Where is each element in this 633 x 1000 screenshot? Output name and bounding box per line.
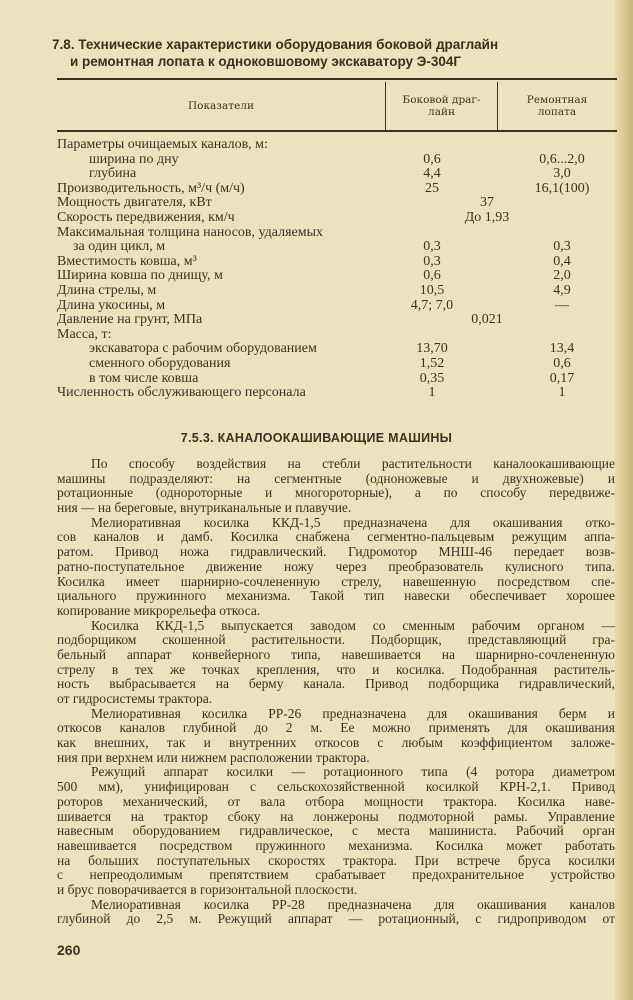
page-edge-shadow: [615, 0, 633, 1000]
row-label: ширина по дну: [89, 151, 179, 167]
table-row: [57, 342, 617, 357]
table-row: [57, 357, 617, 372]
text-line: ротационные (однороторные и многороторные), а по способу передвиже-: [57, 485, 615, 501]
section-heading: 7.5.3. КАНАЛООКАШИВАЮЩИЕ МАШИНЫ: [180, 431, 453, 445]
text-line: и брус поворачивается в горизонтальной плоскости.: [57, 881, 358, 897]
value-repair-shovel: 4,9: [553, 282, 571, 298]
text-line: ратно-поступательное движение ножу через преобразователь кулисного типа.: [57, 558, 615, 574]
text-line: Режущий аппарат косилки — ротационного типа (4 ротора диаметром: [91, 764, 615, 780]
text-line: циального пружинного механизма. Такой тип навески обеспечивает хорошее: [57, 588, 615, 604]
value-dragline: 4,4: [423, 166, 441, 182]
text-line: роторов механический, от вала отбора мощности трактора. Косилка наве-: [57, 793, 615, 809]
table-row: [57, 255, 617, 270]
value-repair-shovel: 0,3: [553, 239, 571, 255]
text-line: ния — на береговые, внутриканальные и плавучие.: [57, 500, 352, 516]
value-common: 0,021: [471, 312, 503, 328]
table-row: [57, 182, 617, 197]
table-row: [57, 328, 617, 343]
table-row: [57, 372, 617, 387]
value-repair-shovel: 3,0: [553, 166, 571, 182]
value-repair-shovel: —: [555, 297, 569, 313]
value-repair-shovel: 0,6...2,0: [539, 151, 585, 167]
row-label: сменного оборудования: [89, 355, 231, 371]
value-common: До 1,93: [464, 209, 510, 225]
text-line: Мелиоративная косилка РР-28 предназначена для окашивания каналов: [91, 896, 615, 912]
header-side-dragline: Боковой драг- лайн: [402, 94, 481, 118]
text-line: от гидросистемы трактора.: [57, 691, 213, 706]
value-dragline: 1: [428, 385, 436, 401]
table-title: [52, 36, 498, 70]
text-line: навешивается посредством пружинного механизма. Косилка может работать: [57, 837, 615, 853]
table-title-line: и ремонтная лопата к одноковшовому экскаватору Э-304Г: [70, 54, 462, 69]
table-row: [57, 211, 617, 226]
value-repair-shovel: 16,1(100): [534, 180, 590, 196]
text-line: Мелиоративная косилка РР-26 предназначена для окашивания берм и: [91, 705, 615, 721]
text-line: глубиной до 2,5 м. Режущий аппарат — ротационный, с гидроприводом от: [57, 911, 615, 927]
table-title-line: 7.8. Технические характеристики оборудования боковой драглайн: [52, 37, 499, 52]
table-row: [57, 284, 617, 299]
value-dragline: 4,7; 7,0: [410, 297, 454, 313]
value-dragline: 10,5: [419, 282, 445, 298]
value-dragline: 25: [425, 180, 439, 196]
value-repair-shovel: 0,4: [553, 253, 571, 269]
value-repair-shovel: 0,17: [549, 370, 575, 386]
row-label: Длина стрелы, м: [57, 282, 157, 298]
text-line: 500 мм), унифицирован с сельскохозяйственной косилкой КРН-2,1. Привод: [57, 779, 615, 795]
row-label: в том числе ковша: [89, 370, 199, 386]
text-line: ность выбрасывается на берму канала. Привод подборщика гидравлический,: [57, 676, 615, 692]
row-label: Ширина ковша по днищу, м: [57, 268, 223, 284]
table-top-rule: [57, 78, 617, 80]
value-dragline: 0,3: [423, 239, 441, 255]
row-label: экскаватора с рабочим оборудованием: [89, 341, 317, 357]
header-repair-shovel: Ремонтная лопата: [526, 94, 588, 118]
value-dragline: 0,35: [419, 370, 445, 386]
value-repair-shovel: 0,6: [553, 355, 571, 371]
row-label: глубина: [89, 166, 137, 182]
table-row: [57, 386, 617, 401]
value-dragline: 0,6: [423, 268, 441, 284]
text-line: ния при верхнем или нижнем расположении трактора.: [57, 749, 370, 765]
text-line: сов каналов и дамб. Косилка снабжена сегментно-пальцевым режущим аппа-: [57, 529, 615, 545]
table-header-rule: [57, 130, 617, 132]
row-label: Параметры очищаемых каналов, м:: [57, 137, 268, 152]
row-label: Масса, т:: [57, 326, 112, 342]
text-line: подборщиком скошенной растительности. Подборщик, представляющий гра-: [57, 632, 615, 648]
value-repair-shovel: 1: [558, 385, 566, 401]
text-line: стрелу в тех же точках крепления, что и косилка. Подобранная раститель-: [57, 661, 615, 677]
text-line: Косилка ККД-1,5 выпускается заводом со сменным рабочим органом —: [91, 617, 615, 633]
text-line: Мелиоративная косилка ККД-1,5 предназначена для окашивания отко-: [91, 514, 615, 530]
row-label: Мощность двигателя, кВт: [57, 195, 212, 211]
table-row: [57, 313, 617, 328]
table-row: [57, 138, 617, 153]
row-label: Вместимость ковша, м³: [57, 253, 197, 269]
text-line: шивается на трактор сбоку на лонжероны подмоторной рамы. Управление: [57, 808, 615, 824]
text-line: бельный аппарат конвейерного типа, навешивается на шарнирно-сочлененную: [57, 646, 615, 662]
table-row: [57, 153, 617, 168]
row-label: Скорость передвижения, км/ч: [57, 209, 235, 225]
row-label: Длина укосины, м: [57, 297, 166, 313]
text-line: ратом. Привод ножа гидравлический. Гидромотор МНШ-46 передает возв-: [57, 544, 615, 560]
value-common: 37: [480, 195, 494, 211]
table-row: [57, 299, 617, 314]
text-line: навесным оборудованием гидравлическое, с места машиниста. Рабочий орган: [57, 823, 615, 839]
text-line: По способу воздействия на стебли растительности каналоокашивающие: [91, 456, 615, 471]
value-dragline: 0,6: [423, 151, 441, 167]
row-label: Производительность, м³/ч (м/ч): [57, 180, 245, 196]
header-indicators: Показатели: [188, 100, 254, 112]
text-line: как внешних, так и внутренних откосов с любым коэффициентом заложе-: [57, 735, 615, 751]
value-repair-shovel: 2,0: [553, 268, 571, 284]
body-text: [57, 457, 615, 927]
row-label: Давление на грунт, МПа: [57, 312, 203, 328]
table-row: [57, 240, 617, 255]
value-dragline: 13,70: [416, 341, 448, 357]
row-label: Максимальная толщина наносов, удаляемых: [57, 224, 324, 240]
text-line: на больших поступательных скоростях трактора. При встрече бруса косилки: [57, 852, 615, 868]
table-row: [57, 167, 617, 182]
row-label: Численность обслуживающего персонала: [57, 385, 306, 401]
text-line: откосов каналов глубиной до 2 м. Ее можно применять для окашивания: [57, 720, 615, 736]
value-repair-shovel: 13,4: [549, 341, 575, 357]
text-line: Косилка имеет шарнирно-сочлененную стрелу, навешенную посредством спе-: [57, 573, 615, 589]
value-dragline: 0,3: [423, 253, 441, 269]
table-row: [57, 269, 617, 284]
value-dragline: 1,52: [419, 355, 445, 371]
spec-table: [57, 138, 617, 401]
table-row: [57, 196, 617, 211]
text-line: машины подразделяют: на сегментные (одноножевые и двухножевые) и: [57, 470, 615, 486]
text-line: с непреодолимым препятствием срабатывает предохранительное устройство: [57, 867, 615, 883]
text-line: копирование микрорельефа откоса.: [57, 602, 261, 618]
table-row: [57, 226, 617, 241]
page-number: 260: [57, 942, 81, 958]
row-label: за один цикл, м: [73, 239, 166, 255]
